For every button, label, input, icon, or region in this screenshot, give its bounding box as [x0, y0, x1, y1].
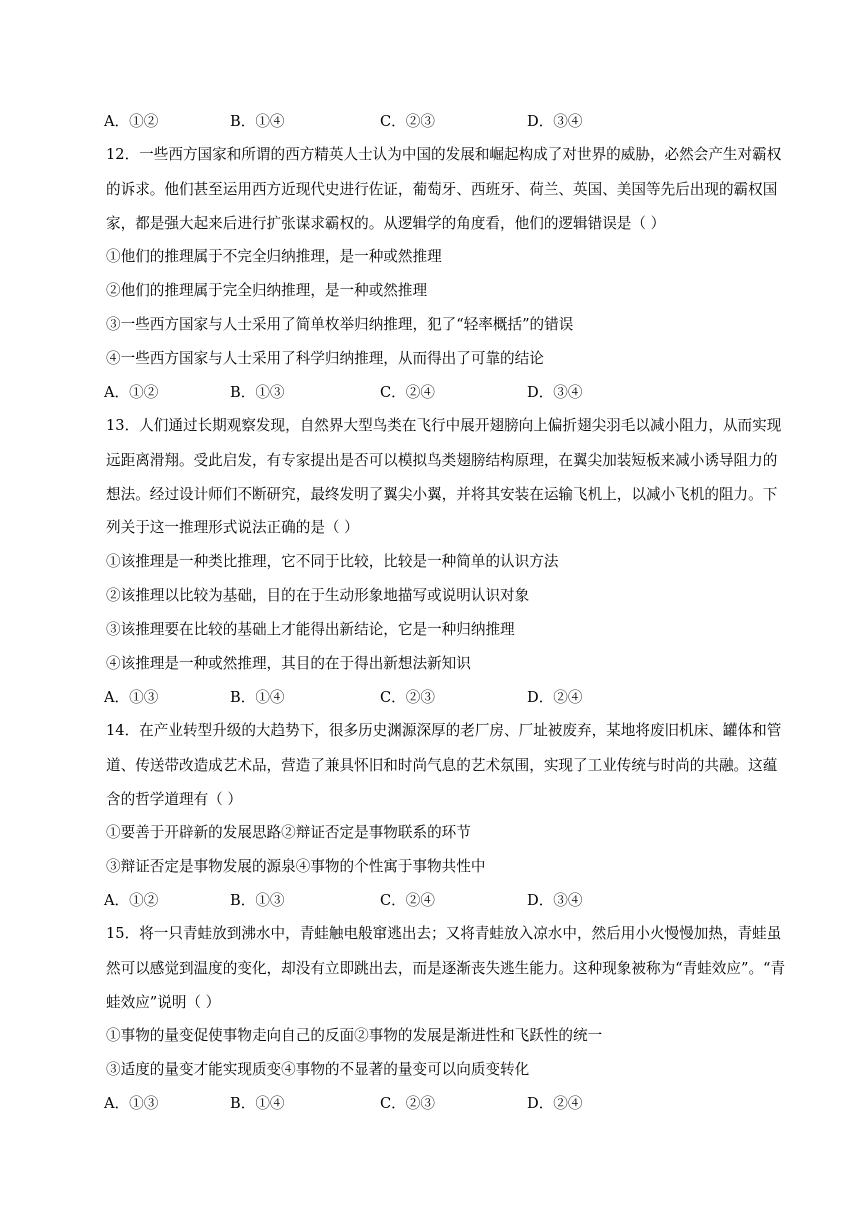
option-b[interactable]: B．①③	[230, 384, 285, 401]
options-row-q11	[104, 112, 804, 132]
option-a[interactable]: A．①②	[104, 113, 159, 130]
options-row-q13	[104, 688, 804, 708]
question-13-text-line-2: 远距离滑翔。受此启发，有专家提出是否可以模拟鸟类翅膀结构原理，在翼尖加装短板来减小诱导阻力的	[106, 452, 778, 469]
option-c[interactable]: C．②③	[380, 113, 435, 130]
question-12-statement-2: ②他们的推理属于完全归纳推理，是一种或然推理	[106, 282, 428, 299]
question-15-text-line-3: 蛙效应”说明（ ）	[106, 994, 221, 1011]
options-row-q14	[104, 891, 804, 911]
question-15-text-line-1: 15．将一只青蛙放到沸水中，青蛙触电般窜逃出去；又将青蛙放入凉水中，然后用小火慢慢加热，青蛙虽	[106, 925, 782, 942]
question-12-statement-4: ④一些西方国家与人士采用了科学归纳推理，从而得出了可靠的结论	[106, 350, 544, 367]
question-15-statement-2: ③适度的量变才能实现质变④事物的不显著的量变可以向质变转化	[106, 1061, 530, 1078]
question-12-text-line-1: 12．一些西方国家和所谓的西方精英人士认为中国的发展和崛起构成了对世界的威胁，必然会产生对霸权	[106, 146, 782, 163]
option-a[interactable]: A．①②	[104, 892, 159, 909]
question-12-text-line-3: 家，都是强大起来后进行扩张谋求霸权的。从逻辑学的角度看，他们的逻辑错误是（ ）	[106, 215, 666, 232]
option-d[interactable]: D．②④	[527, 689, 583, 706]
option-b[interactable]: B．①④	[230, 689, 285, 706]
option-b[interactable]: B．①③	[230, 892, 285, 909]
option-a[interactable]: A．①②	[104, 384, 159, 401]
options-row-q12	[104, 383, 804, 403]
option-b[interactable]: B．①④	[230, 113, 285, 130]
option-d[interactable]: D．②④	[527, 1095, 583, 1112]
question-12-text-line-2: 的诉求。他们甚至运用西方近现代史进行佐证，葡萄牙、西班牙、荷兰、英国、美国等先后出现的霸权国	[106, 181, 778, 198]
option-c[interactable]: C．②③	[380, 689, 435, 706]
option-a[interactable]: A．①③	[104, 1095, 159, 1112]
option-d[interactable]: D．③④	[527, 892, 583, 909]
question-12-statement-3: ③一些西方国家与人士采用了简单枚举归纳推理，犯了“轻率概括”的错误	[106, 316, 574, 333]
question-13-statement-4: ④该推理是一种或然推理，其目的在于得出新想法新知识	[106, 655, 471, 672]
option-c[interactable]: C．②④	[380, 384, 435, 401]
option-d[interactable]: D．③④	[527, 384, 583, 401]
question-14-text-line-2: 道、传送带改造成艺术品，营造了兼具怀旧和时尚气息的艺术氛围，实现了工业传统与时尚的共融。这蕴	[106, 757, 778, 774]
option-c[interactable]: C．②④	[380, 892, 435, 909]
question-13-statement-3: ③该推理要在比较的基础上才能得出新结论，它是一种归纳推理	[106, 621, 515, 638]
question-14-text-line-1: 14．在产业转型升级的大趋势下，很多历史渊源深厚的老厂房、厂址被废弃，某地将废旧机床、罐体和管	[106, 722, 782, 739]
option-c[interactable]: C．②③	[380, 1095, 435, 1112]
options-row-q15	[104, 1094, 804, 1114]
option-b[interactable]: B．①④	[230, 1095, 285, 1112]
question-13-statement-1: ①该推理是一种类比推理，它不同于比较，比较是一种简单的认识方法	[106, 553, 559, 570]
question-14-statement-2: ③辩证否定是事物发展的源泉④事物的个性寓于事物共性中	[106, 858, 486, 875]
question-13-text-line-3: 想法。经过设计师们不断研究，最终发明了翼尖小翼，并将其安装在运输飞机上，以减小飞机的阻力。下	[106, 486, 778, 503]
question-13-text-line-4: 列关于这一推理形式说法正确的是（ ）	[106, 519, 359, 536]
question-15-statement-1: ①事物的量变促使事物走向自己的反面②事物的发展是渐进性和飞跃性的统一	[106, 1027, 603, 1044]
question-14-statement-1: ①要善于开辟新的发展思路②辩证否定是事物联系的环节	[106, 824, 471, 841]
question-15-text-line-2: 然可以感觉到温度的变化，却没有立即跳出去，而是逐渐丧失逃生能力。这种现象被称为“青蛙效应”。“青	[106, 960, 786, 977]
question-14-text-line-3: 含的哲学道理有（ ）	[106, 791, 242, 808]
option-d[interactable]: D．③④	[527, 113, 583, 130]
question-13-statement-2: ②该推理以比较为基础，目的在于生动形象地描写或说明认识对象	[106, 587, 530, 604]
question-12-statement-1: ①他们的推理属于不完全归纳推理，是一种或然推理	[106, 248, 442, 265]
option-a[interactable]: A．①③	[104, 689, 159, 706]
question-13-text-line-1: 13．人们通过长期观察发现，自然界大型鸟类在飞行中展开翅膀向上偏折翅尖羽毛以减小阻力，从而实现	[106, 417, 782, 434]
